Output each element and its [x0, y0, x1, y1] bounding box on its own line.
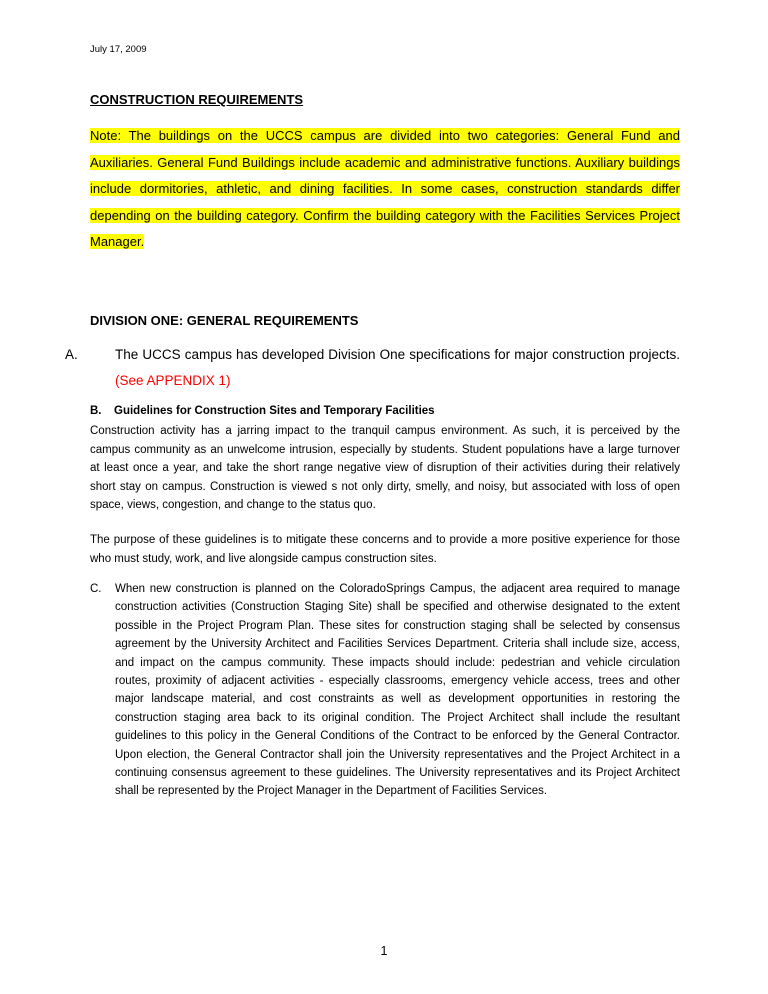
list-item-b-label: B.: [90, 405, 102, 417]
list-item-c-text: When new construction is planned on the ColoradoSprings Campus, the adjacent area required to manage construction activities (Construction Staging Site) shall be specified and otherwise designated to the extent possible in the Project Program Plan. These sites for construction staging shall be selected by consensus agreement by the University Architect and Facilities Services Department. Criteria shall include size, access, and impact on the campus community. These impacts should include: pedestrian and vehicle circulation routes, proximity of adjacent activities - especially classrooms, emergency vehicle access, trees and other major landscape material, and cost constraints as well as development opportunities in restoring the construction staging area back to its original condition. The Project Architect shall include the resultant guidelines to this policy in the General Conditions of the Contract to be enforced by the General Contractor. Upon election, the General Contractor shall join the University representatives and the Project Architect in a continuing consensus agreement to these guidelines. The University representatives and its Project Architect shall be represented by the Project Manager in the Department of Facilities Services.: [115, 583, 680, 798]
list-item-c-label: C.: [90, 583, 102, 595]
list-item-b: [90, 402, 680, 420]
list-item-b-title: Guidelines for Construction Sites and Temporary Facilities: [114, 405, 435, 417]
appendix-reference: (See APPENDIX 1): [115, 373, 231, 388]
list-item-a-content: [65, 342, 680, 394]
list-item-c: [90, 580, 680, 801]
list-item-b-title-row: [90, 402, 680, 420]
section-heading-construction-requirements: CONSTRUCTION REQUIREMENTS: [90, 92, 304, 107]
list-item-a-label: A.: [65, 347, 78, 362]
paragraph-construction-impact: Construction activity has a jarring impact to the tranquil campus environment. As such, it is perceived by the campus community as an unwelcome intrusion, especially by students. Student populations have a large turnover at least once a year, and take the short range negative view of disruption of their activities during their relatively short stay on campus. Construction is viewed s not only dirty, smelly, and noisy, but associated with loss of open space, views, congestion, and change to the status quo.: [90, 425, 680, 511]
page-number: 1: [380, 944, 388, 958]
section-heading-division-one: DIVISION ONE: GENERAL REQUIREMENTS: [90, 313, 359, 328]
page-date: July 17, 2009: [90, 44, 147, 55]
list-item-a-text: The UCCS campus has developed Division One specifications for major construction projects.: [115, 347, 680, 362]
paragraph-guidelines-purpose: The purpose of these guidelines is to mitigate these concerns and to provide a more positive experience for those who must study, work, and live alongside campus construction sites.: [90, 534, 680, 565]
note-text: Note: The buildings on the UCCS campus are divided into two categories: General Fund and Auxiliaries. General Fund Buildings include academic and administrative functions. Auxiliary buildings include dormitories, athletic, and dining facilities. In some cases, construction standards differ depending on the building category. Confirm the building category with the Facilities Services Project Manager.: [90, 128, 680, 249]
highlighted-note: [90, 123, 680, 256]
list-item-a: [65, 342, 680, 394]
